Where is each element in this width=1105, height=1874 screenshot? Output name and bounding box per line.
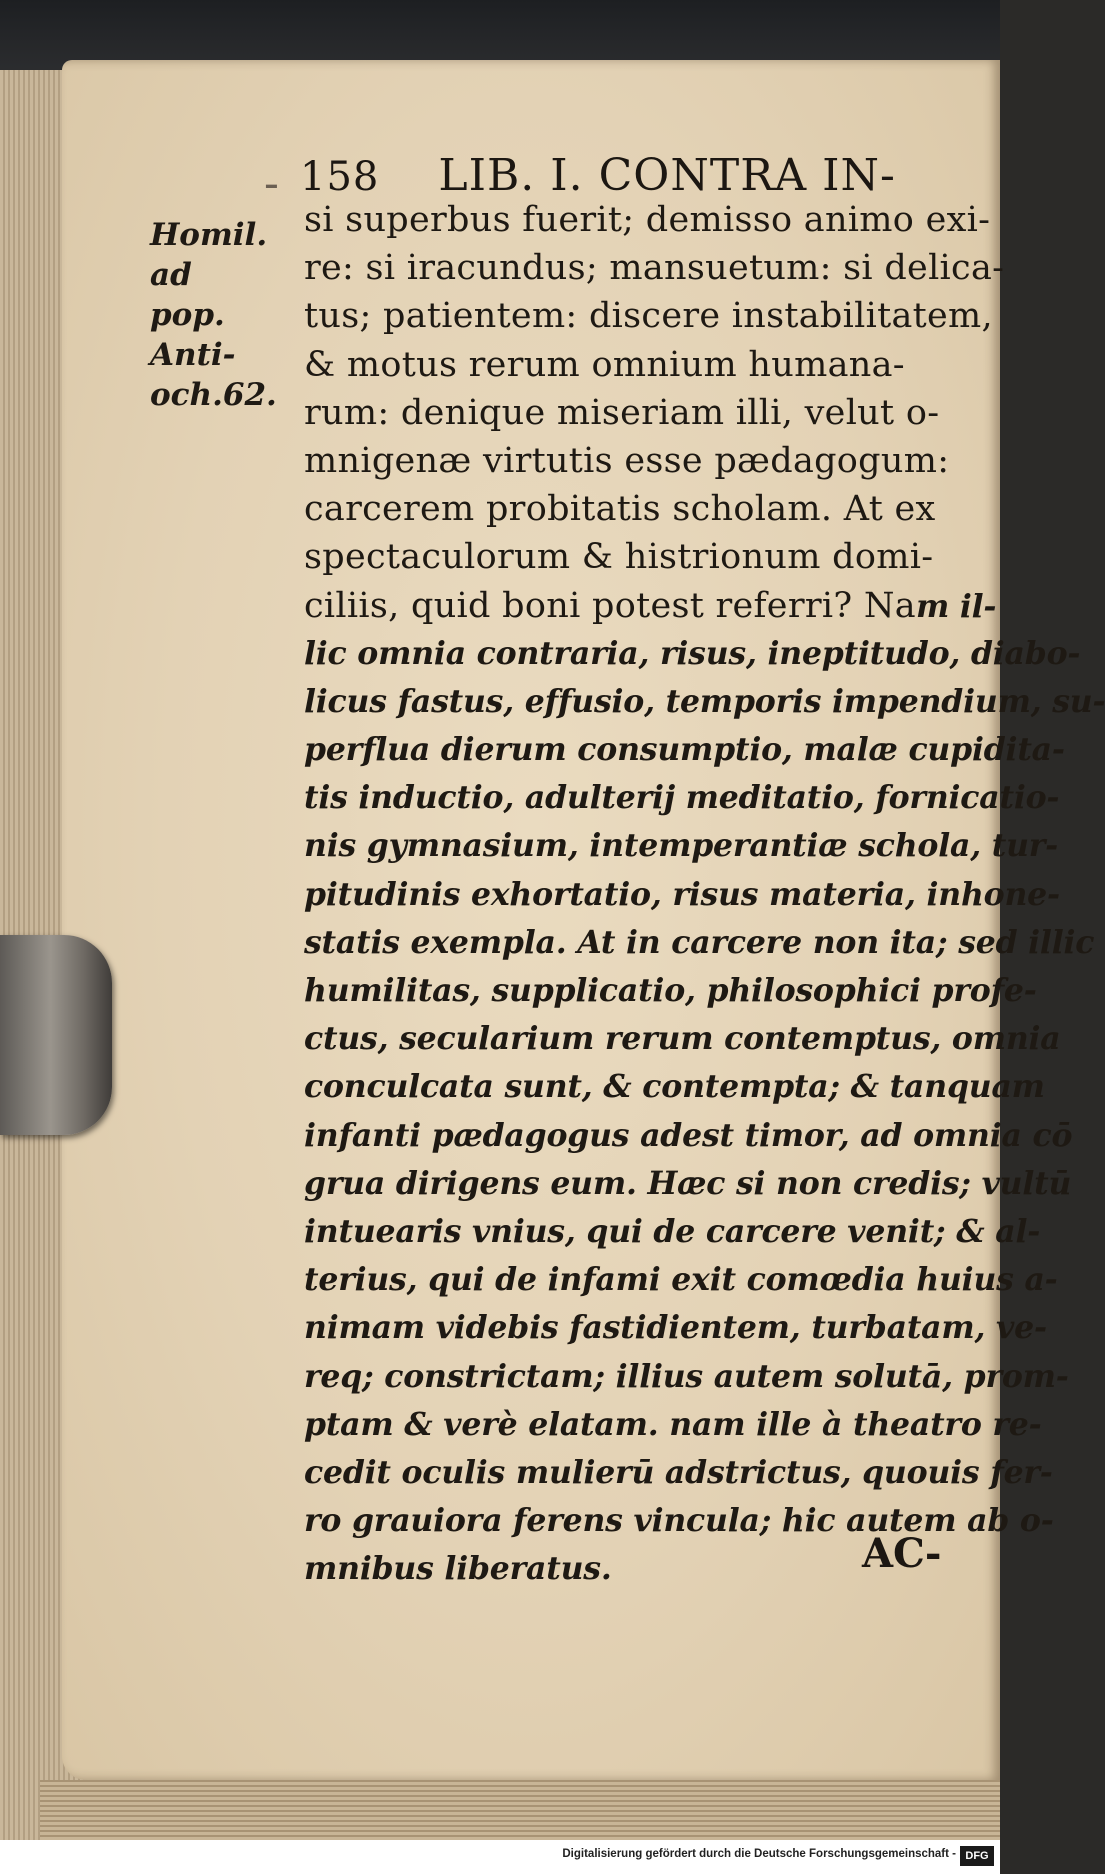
margin-note-line: Homil. ad xyxy=(150,217,268,293)
text-line-content: carcerem probitatis scholam. At ex xyxy=(304,489,936,530)
text-line xyxy=(304,1063,1045,1111)
text-line-content: rum: denique miseriam illi, velut o- xyxy=(304,392,940,433)
text-line xyxy=(304,1449,1053,1497)
page-clip xyxy=(0,935,112,1135)
text-line xyxy=(304,1401,1042,1449)
text-line-content: terius, qui de infami exit comœdia huius a- xyxy=(304,1261,1058,1299)
text-line-content: conculcata sunt, & contempta; & tanquam xyxy=(304,1068,1045,1106)
text-line-content: intuearis vnius, qui de carcere venit; & al- xyxy=(304,1212,1041,1250)
text-line-italic: m il- xyxy=(915,587,997,625)
text-line xyxy=(304,196,991,244)
dfg-logo: DFG xyxy=(960,1846,994,1866)
text-line xyxy=(304,244,1005,292)
text-line-content: licus fastus, effusio, temporis impendium, su- xyxy=(304,682,1105,720)
page-number: 158 xyxy=(300,154,380,200)
text-line-content: mnigenæ virtutis esse pædagogum: xyxy=(304,440,950,481)
header-dash: - xyxy=(264,158,280,209)
funding-credit: Digitalisierung gefördert durch die Deutsche Forschungsgemeinschaft - xyxy=(562,1848,956,1860)
text-line xyxy=(304,1112,1073,1160)
text-line-roman: ciliis, quid boni potest referri? Na xyxy=(304,585,916,626)
text-line-content: ctus, secularium rerum contemptus, omnia xyxy=(304,1020,1061,1058)
text-line-content: & motus rerum omnium humana- xyxy=(304,344,905,385)
text-line-content: perflua dierum consumptio, malæ cupidita- xyxy=(304,731,1065,769)
text-line xyxy=(304,678,1105,726)
text-line xyxy=(304,1208,1041,1256)
text-line xyxy=(304,726,1065,774)
text-line-content: tus; patientem: discere instabilitatem, xyxy=(304,296,993,337)
running-head-title: LIB. I. CONTRA IN- xyxy=(438,150,896,201)
text-line-content: req; constrictam; illius autem solutā, prom- xyxy=(304,1357,1069,1395)
text-line xyxy=(304,774,1060,822)
text-line xyxy=(304,533,964,581)
text-line-content: tis inductio, adulterij meditatio, fornicatio- xyxy=(304,779,1060,817)
text-line-content: lic omnia contraria, risus, ineptitudo, diabo- xyxy=(304,634,1081,672)
text-line xyxy=(304,1256,1058,1304)
text-line xyxy=(304,871,1060,919)
text-line-content: ro grauiora ferens vincula; hic autem ab o- xyxy=(304,1502,1054,1540)
text-line xyxy=(304,1015,1061,1063)
text-line xyxy=(304,437,964,485)
text-line xyxy=(304,389,964,437)
catchword: AC- xyxy=(862,1530,942,1577)
text-line-content: ptam & verè elatam. nam ille à theatro re- xyxy=(304,1405,1042,1443)
text-line-content: grua dirigens eum. Hæc si non credis; vultū xyxy=(304,1164,1072,1202)
text-line xyxy=(304,582,997,630)
text-line-content: si superbus fuerit; demisso animo exi- xyxy=(304,200,991,240)
text-line xyxy=(304,485,964,533)
text-line xyxy=(304,630,1081,678)
running-header xyxy=(264,150,940,209)
footer-bar xyxy=(0,1840,1000,1874)
text-line-content: nimam videbis fastidientem, turbatam, ve- xyxy=(304,1309,1047,1347)
text-line xyxy=(304,822,1059,870)
text-line-content: pitudinis exhortatio, risus materia, inhone- xyxy=(304,875,1060,913)
margin-note-line: och.62. xyxy=(150,377,277,413)
text-line-content: mnibus liberatus. xyxy=(304,1550,612,1588)
page-edges-bottom xyxy=(40,1780,1000,1840)
text-line xyxy=(304,1353,1069,1401)
text-line xyxy=(304,1160,1072,1208)
text-line xyxy=(304,292,993,340)
text-line-content: spectaculorum & histrionum domi- xyxy=(304,537,934,578)
text-line xyxy=(304,919,1095,967)
text-line-content: nis gymnasium, intemperantiæ schola, tur- xyxy=(304,827,1059,865)
text-line xyxy=(304,1304,1047,1352)
text-line-content: cedit oculis mulierū adstrictus, quouis fer- xyxy=(304,1453,1053,1491)
text-line xyxy=(304,967,1037,1015)
body-text xyxy=(304,196,1105,1593)
text-line-content: infanti pædagogus adest timor, ad omnia cō xyxy=(304,1116,1073,1154)
margin-note-line: pop. Anti- xyxy=(150,297,236,373)
text-line-content: statis exempla. At in carcere non ita; sed illic xyxy=(304,923,1095,961)
text-line-content: re: si iracundus; mansuetum: si delica- xyxy=(304,248,1005,289)
text-line xyxy=(304,341,964,389)
text-line-content: humilitas, supplicatio, philosophici profe- xyxy=(304,972,1037,1009)
margin-note xyxy=(150,215,310,415)
